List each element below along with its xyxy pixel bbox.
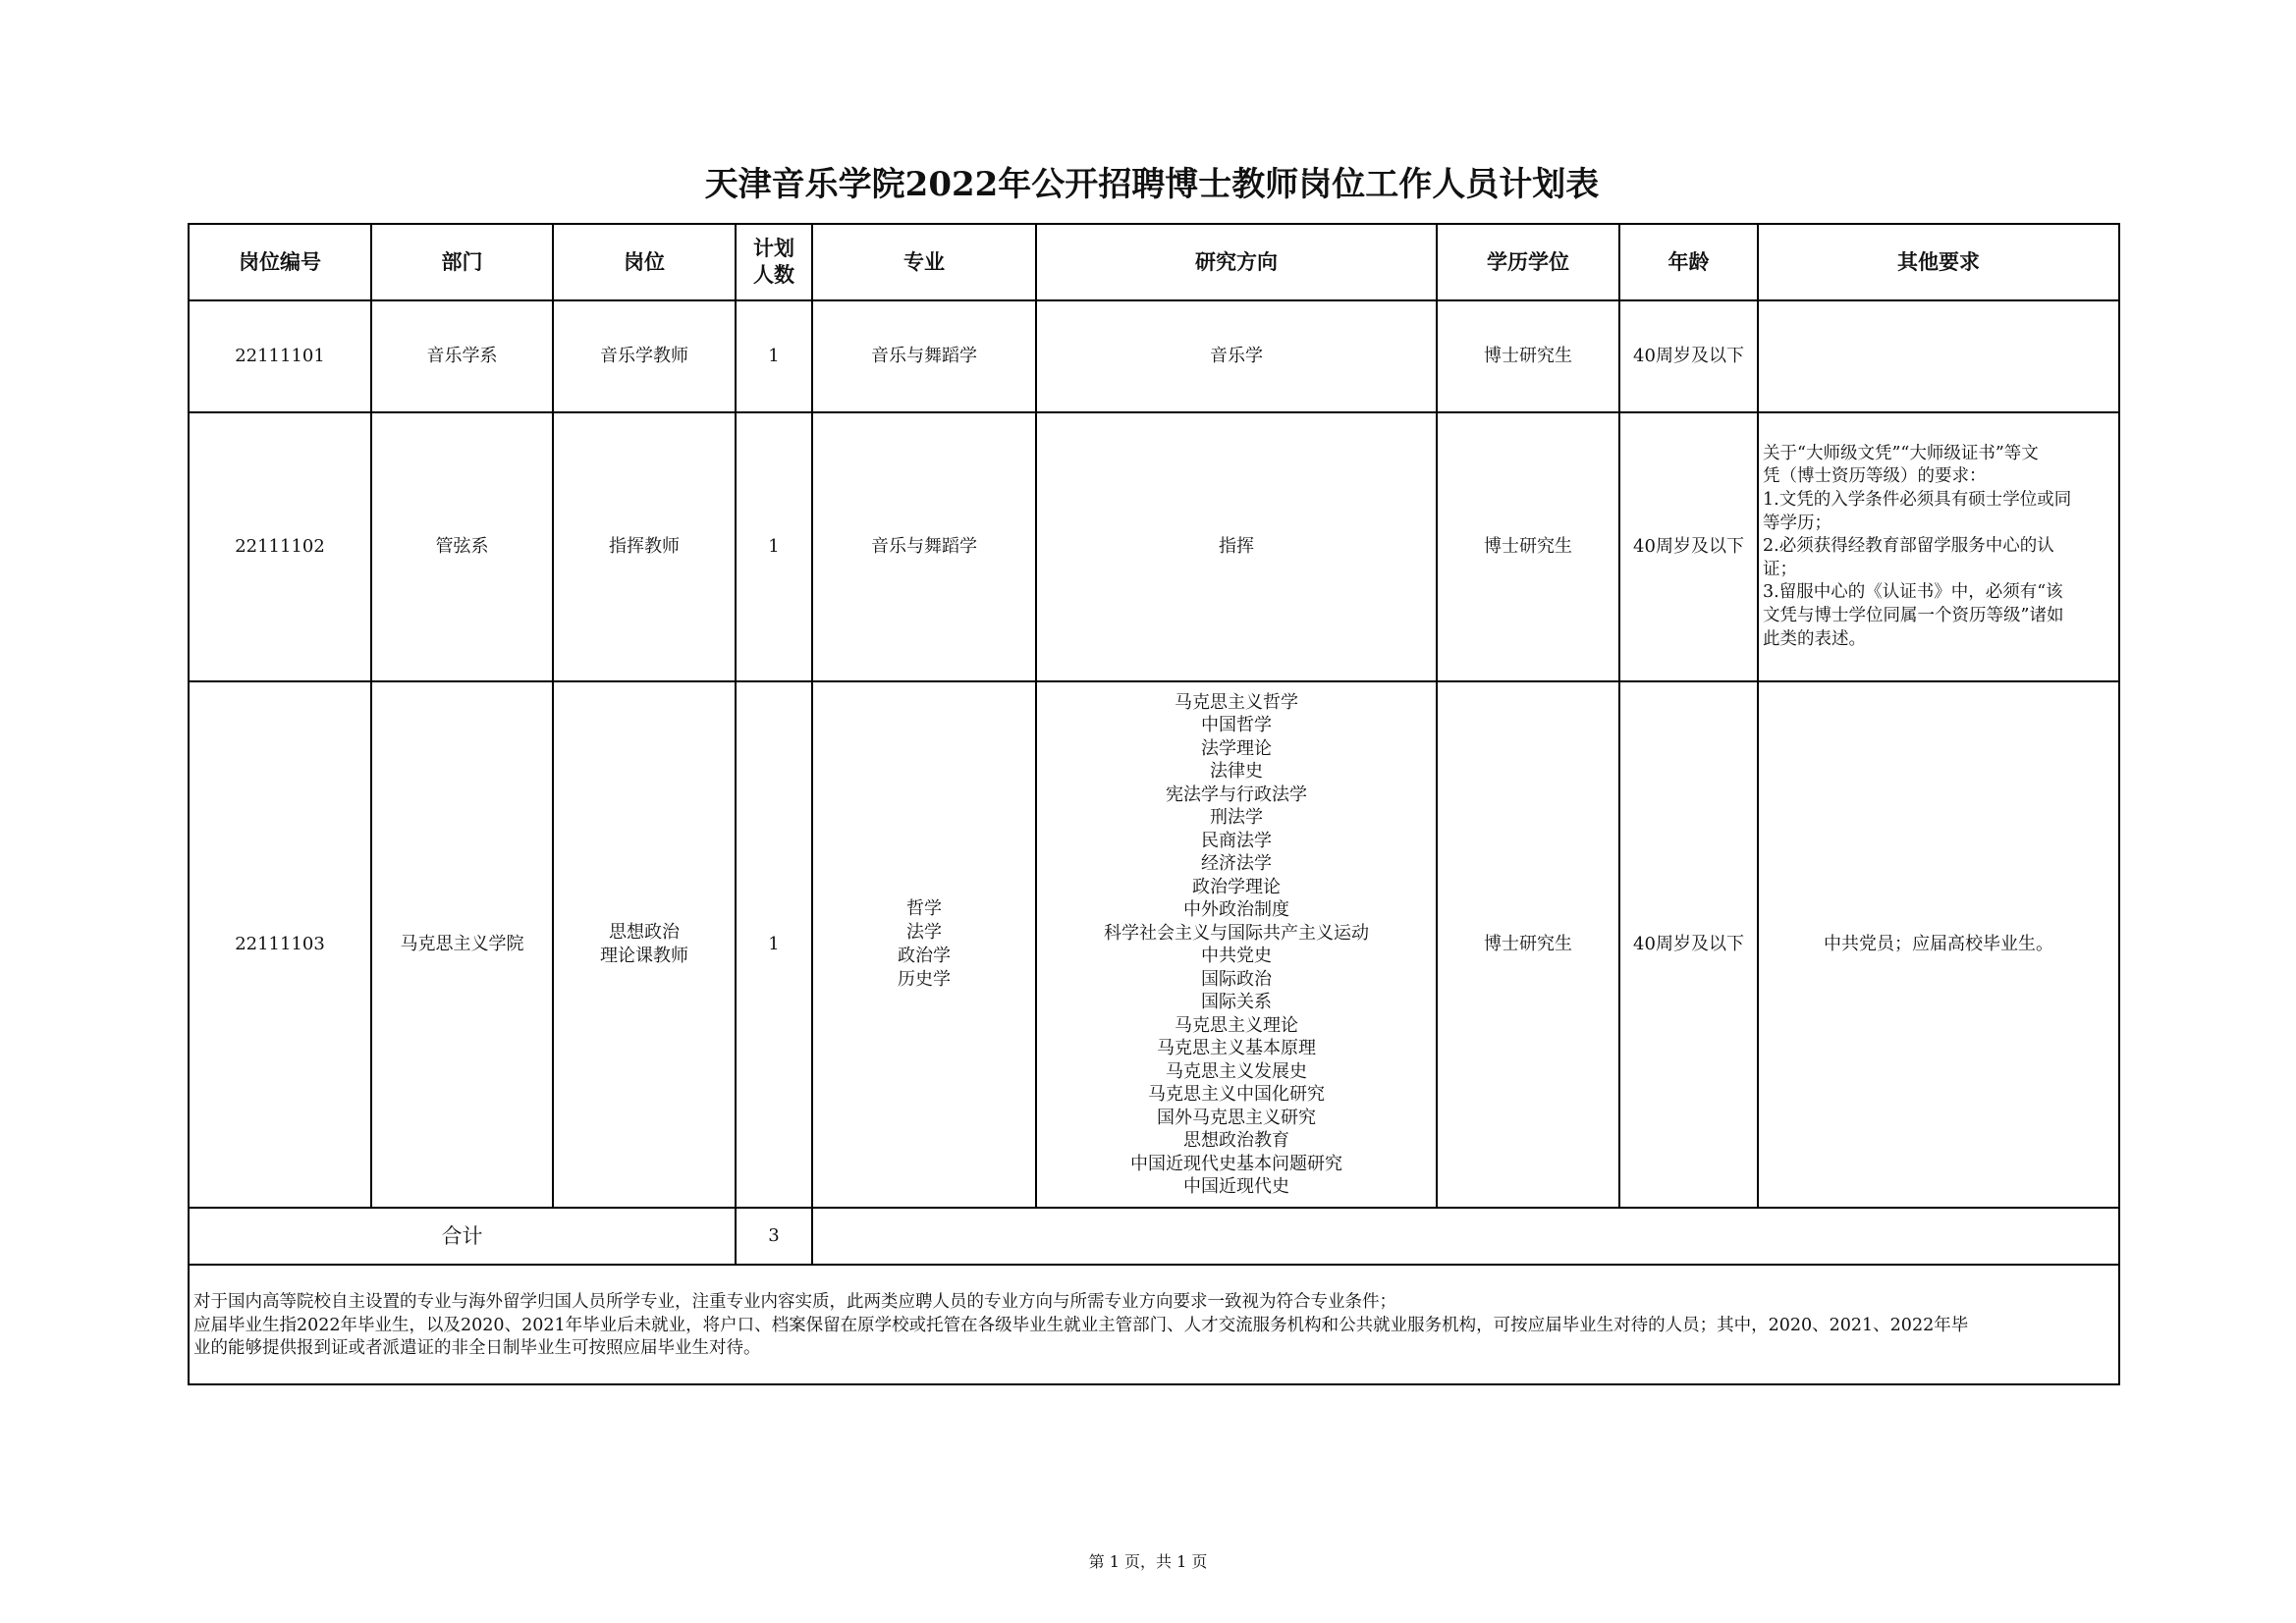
cell-other-line: 1.文凭的入学条件必须具有硕士学位或同 <box>1763 490 2072 511</box>
header-count-line1: 计划 <box>753 237 794 260</box>
cell-post-line: 理论课教师 <box>600 946 688 966</box>
cell-degree: 博士研究生 <box>1437 412 1619 681</box>
cell-count: 1 <box>736 300 812 412</box>
note-line: 业的能够提供报到证或者派遣证的非全日制毕业生可按照应届毕业生对待。 <box>193 1338 761 1358</box>
cell-post <box>553 412 736 681</box>
header-code: 岗位编号 <box>189 224 371 300</box>
cell-other-line: 文凭与博士学位同属一个资历等级”诸如 <box>1763 605 2064 625</box>
cell-code: 22111102 <box>189 412 371 681</box>
header-count <box>736 224 812 300</box>
cell-other-line: 此类的表述。 <box>1763 628 1866 649</box>
cell-major <box>812 412 1036 681</box>
cell-research-line: 中共党史 <box>1201 946 1272 966</box>
cell-post-line: 音乐学教师 <box>600 346 688 366</box>
cell-other-line: 2.必须获得经教育部留学服务中心的认 <box>1763 536 2054 557</box>
cell-post <box>553 300 736 412</box>
cell-other-line: 等学历； <box>1763 513 1831 533</box>
header-count-line2: 人数 <box>753 263 794 287</box>
cell-count: 1 <box>736 412 812 681</box>
total-label: 合计 <box>189 1208 736 1265</box>
cell-research-line: 法学理论 <box>1201 737 1272 759</box>
cell-age: 40周岁及以下 <box>1619 681 1758 1208</box>
cell-other-line: 凭（博士资历等级）的要求： <box>1763 466 1987 487</box>
cell-code: 22111103 <box>189 681 371 1208</box>
cell-post-line: 思想政治 <box>609 922 680 943</box>
cell-count: 1 <box>736 681 812 1208</box>
cell-other-line: 证； <box>1763 559 1797 579</box>
header-degree: 学历学位 <box>1437 224 1619 300</box>
cell-other-line: 3.留服中心的《认证书》中，必须有“该 <box>1763 582 2063 603</box>
cell-research-line: 思想政治教育 <box>1183 1130 1289 1151</box>
cell-research-line: 政治学理论 <box>1192 876 1281 897</box>
cell-degree: 博士研究生 <box>1437 681 1619 1208</box>
cell-research-line: 中国近现代史基本问题研究 <box>1130 1153 1342 1174</box>
cell-research-line: 刑法学 <box>1210 807 1263 828</box>
cell-other-line: 关于“大师级文凭”“大师级证书”等文 <box>1763 443 2039 463</box>
cell-major-line: 法学 <box>906 922 942 943</box>
cell-research-line: 马克思主义发展史 <box>1166 1060 1307 1082</box>
cell-research-line: 中外政治制度 <box>1183 899 1289 920</box>
table-row <box>189 412 2119 681</box>
table-header-row <box>189 224 2119 300</box>
cell-dept: 音乐学系 <box>371 300 553 412</box>
cell-research-line: 音乐学 <box>1210 346 1263 366</box>
cell-dept: 管弦系 <box>371 412 553 681</box>
total-value: 3 <box>736 1208 812 1265</box>
cell-research-line: 指挥 <box>1219 536 1254 557</box>
cell-research-line: 民商法学 <box>1201 830 1272 851</box>
cell-post <box>553 681 736 1208</box>
cell-other <box>1758 412 2119 681</box>
cell-research-line: 马克思主义理论 <box>1175 1014 1298 1036</box>
page-footer: 第 1 页，共 1 页 <box>1088 1552 1208 1571</box>
cell-research-line: 马克思主义基本原理 <box>1157 1038 1316 1058</box>
total-row <box>189 1208 2119 1265</box>
cell-research <box>1036 412 1437 681</box>
header-other: 其他要求 <box>1758 224 2119 300</box>
note-line: 对于国内高等院校自主设置的专业与海外留学归国人员所学专业，注重专业内容实质，此两类应聘人员的专业方向与所需专业方向要求一致视为符合专业条件； <box>193 1292 1396 1312</box>
cell-major-line: 音乐与舞蹈学 <box>871 536 977 557</box>
cell-research-line: 国外马克思主义研究 <box>1157 1107 1316 1128</box>
table-row <box>189 300 2119 412</box>
cell-research <box>1036 300 1437 412</box>
cell-research-line: 中国近现代史 <box>1183 1176 1289 1197</box>
cell-research-line: 经济法学 <box>1201 853 1272 874</box>
table-row <box>189 681 2119 1208</box>
recruitment-plan-table <box>188 223 2120 1385</box>
cell-major-line: 政治学 <box>898 946 951 966</box>
header-major: 专业 <box>812 224 1036 300</box>
cell-research <box>1036 681 1437 1208</box>
cell-post-line: 指挥教师 <box>609 536 680 557</box>
notes-cell <box>189 1265 2119 1384</box>
cell-research-line: 国际政治 <box>1201 968 1272 990</box>
cell-degree: 博士研究生 <box>1437 300 1619 412</box>
page-title: 天津音乐学院2022年公开招聘博士教师岗位工作人员计划表 <box>704 165 1600 204</box>
header-age: 年龄 <box>1619 224 1758 300</box>
header-dept: 部门 <box>371 224 553 300</box>
cell-other-line: 中共党员；应届高校毕业生。 <box>1824 934 2053 954</box>
cell-dept: 马克思主义学院 <box>371 681 553 1208</box>
cell-major-line: 哲学 <box>906 898 942 919</box>
header-research: 研究方向 <box>1036 224 1437 300</box>
cell-code: 22111101 <box>189 300 371 412</box>
cell-research-line: 马克思主义哲学 <box>1175 691 1298 713</box>
cell-other <box>1758 300 2119 412</box>
cell-major-line: 音乐与舞蹈学 <box>871 346 977 366</box>
cell-research-line: 国际关系 <box>1201 992 1272 1012</box>
cell-research-line: 宪法学与行政法学 <box>1166 784 1307 805</box>
cell-major <box>812 300 1036 412</box>
total-empty <box>812 1208 2119 1265</box>
cell-research-line: 中国哲学 <box>1201 715 1272 735</box>
cell-research-line: 法律史 <box>1210 761 1263 782</box>
cell-age: 40周岁及以下 <box>1619 412 1758 681</box>
cell-major-line: 历史学 <box>898 969 951 990</box>
cell-research-line: 马克思主义中国化研究 <box>1148 1084 1325 1105</box>
note-line: 应届毕业生指2022年毕业生，以及2020、2021年毕业后未就业，将户口、档案保留在原学校或托管在各级毕业生就业主管部门、人才交流服务机构和公共就业服务机构，可按应届毕业生对待的人员；其中，2020、2021、2022年毕 <box>193 1315 1969 1335</box>
notes-row <box>189 1265 2119 1384</box>
header-post: 岗位 <box>553 224 736 300</box>
cell-age: 40周岁及以下 <box>1619 300 1758 412</box>
cell-major <box>812 681 1036 1208</box>
cell-other <box>1758 681 2119 1208</box>
cell-research-line: 科学社会主义与国际共产主义运动 <box>1104 922 1369 944</box>
